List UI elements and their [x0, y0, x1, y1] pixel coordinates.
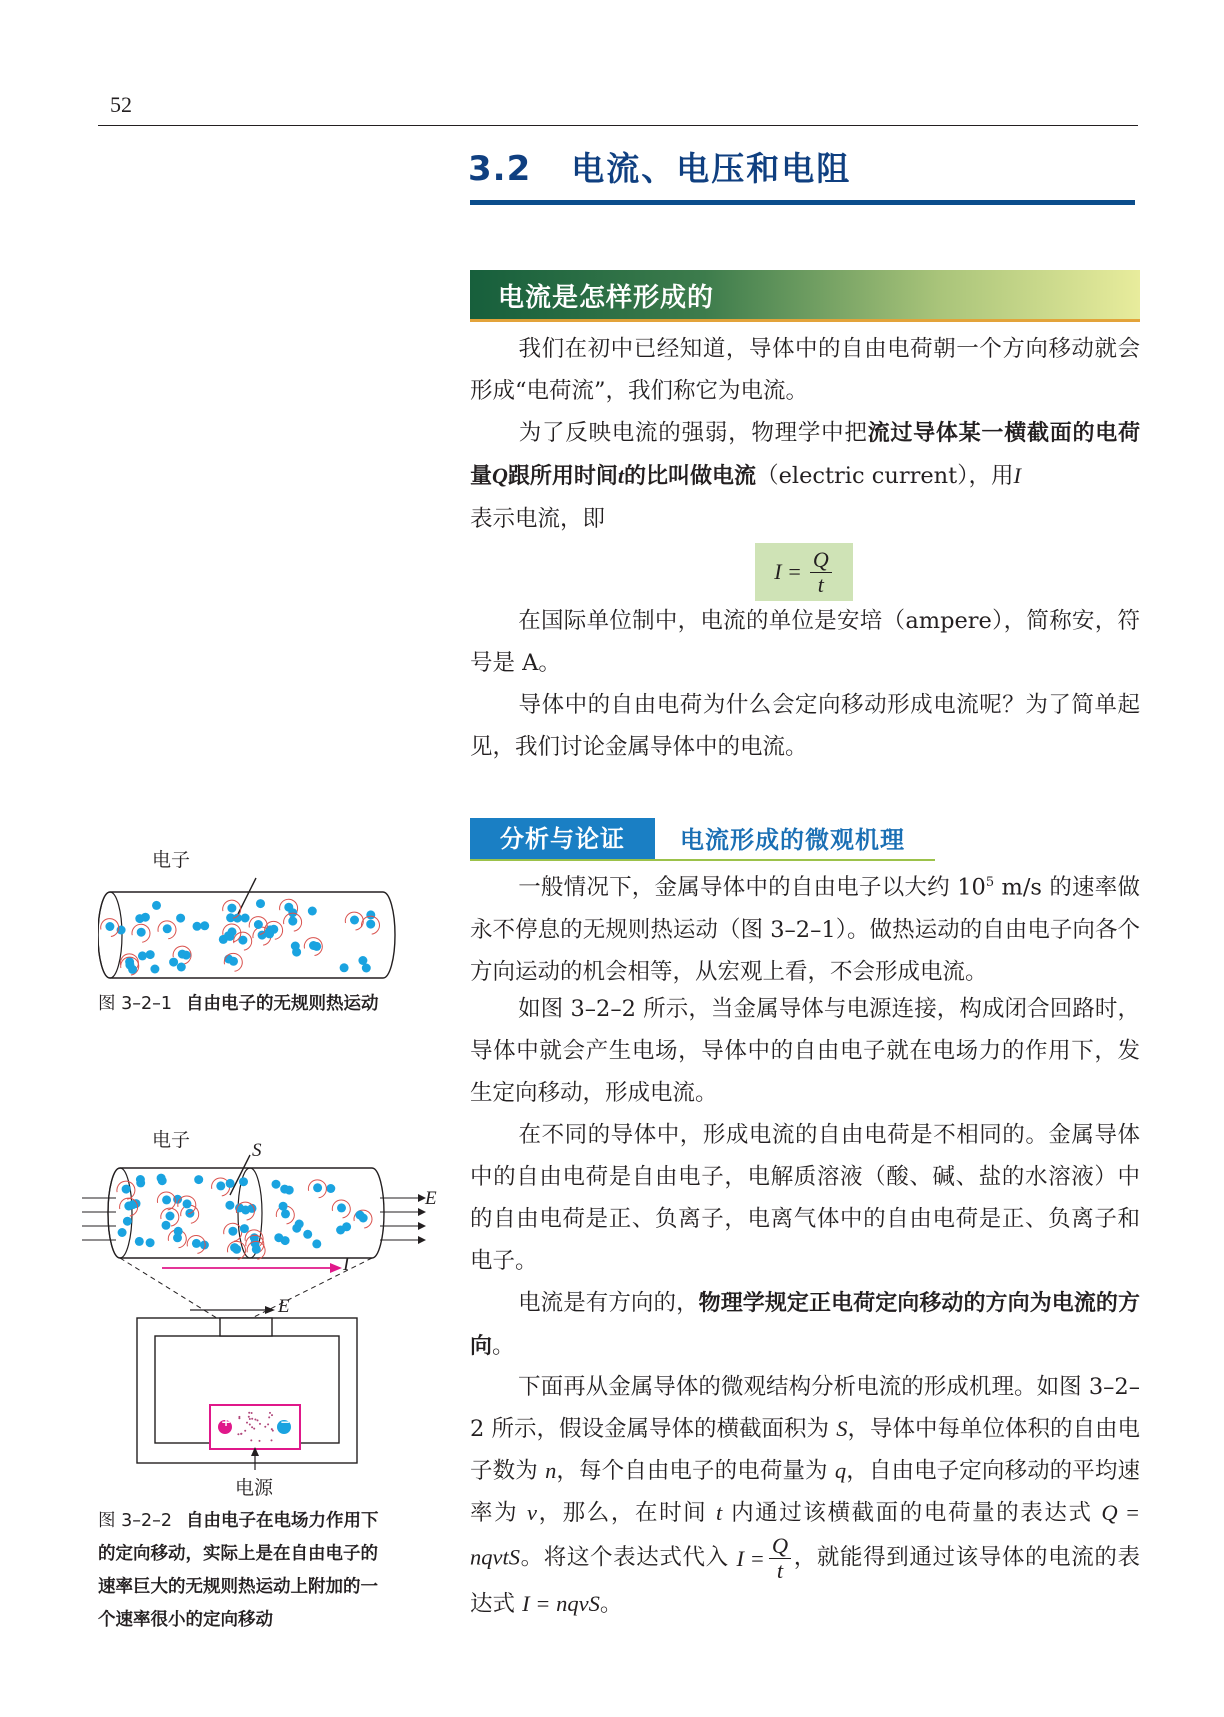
- paragraph-4: 导体中的自由电荷为什么会定向移动形成电流呢？为了简单起见，我们讨论金属导体中的电流。: [470, 692, 1140, 760]
- electron-dot: [228, 1227, 237, 1236]
- section-title: 电流、电压和电阻: [571, 149, 852, 188]
- charge-dot: [272, 1430, 274, 1432]
- electron-dot: [162, 1195, 171, 1204]
- paragraph-5: 一般情况下，金属导体中的自由电子以大约 $10^5$ m/s 的速率做永不停息的无规则热运动（图 3–2–1）。做热运动的自由电子向各个方向运动的机会相等，从宏观上看，不会形成电流。: [470, 874, 1140, 985]
- electron-dot: [308, 907, 317, 916]
- subsection-title: 电流是怎样形成的: [498, 283, 715, 313]
- electron-dot: [162, 1221, 171, 1230]
- charge-dot: [248, 1416, 250, 1418]
- charge-dot: [253, 1428, 255, 1430]
- electron-dot: [128, 965, 137, 974]
- electron-dot: [105, 922, 114, 931]
- page-number: 52: [110, 92, 132, 117]
- charge-dot: [264, 1426, 266, 1428]
- charge-dot: [248, 1412, 250, 1414]
- electron-dot: [288, 917, 297, 926]
- electron-dot: [178, 950, 187, 959]
- electron-dot: [309, 941, 318, 950]
- electron-dot: [152, 901, 161, 910]
- electron-dot: [177, 963, 186, 972]
- electron-dot: [340, 963, 349, 972]
- charge-dot: [250, 1439, 252, 1441]
- charge-dot: [251, 1426, 253, 1428]
- electron-dot: [136, 1178, 145, 1187]
- electron-dot: [313, 1183, 322, 1192]
- electron-dot: [166, 1212, 175, 1221]
- battery-minus-sign: −: [279, 1415, 291, 1429]
- electron-dot: [285, 1186, 294, 1195]
- electron-dot: [326, 1184, 335, 1193]
- activity-underline: [470, 859, 935, 861]
- subsection-banner: [470, 270, 1140, 320]
- electron-dot: [239, 1177, 248, 1186]
- electron-dot: [274, 1233, 283, 1242]
- electron-dot: [146, 1238, 155, 1247]
- electron-dot: [135, 1237, 144, 1246]
- electron-dot: [226, 1179, 235, 1188]
- electron-dot: [292, 948, 301, 957]
- battery-plus-sign: +: [220, 1415, 232, 1429]
- electron-dot: [194, 1175, 203, 1184]
- section-rule: [470, 200, 1135, 205]
- electron-dot: [256, 899, 265, 908]
- electron-dot: [118, 1228, 127, 1237]
- header-rule: [98, 125, 1138, 126]
- subsection-underline: [470, 319, 1140, 322]
- electron-dot: [350, 916, 359, 925]
- electron-dot: [336, 1226, 345, 1235]
- paragraph-3: 在国际单位制中，电流的单位是安培（ampere），简称安，符号是 A。: [470, 608, 1140, 676]
- fig2-field-label-2: E: [278, 1296, 290, 1317]
- electron-dot: [254, 920, 263, 929]
- electron-dot: [138, 951, 147, 960]
- current-formula: I = $\frac{Q}{t}$: [755, 543, 853, 601]
- fig1-caption: 图 3–2–1 自由电子的无规则热运动: [98, 994, 379, 1014]
- definition-text: 流过导体某一横截面的电荷量Q跟所用时间t的比叫做电流: [470, 421, 1140, 489]
- charge-dot: [249, 1418, 251, 1420]
- electron-dot: [295, 1220, 304, 1229]
- section-heading: [468, 143, 851, 199]
- charge-dot: [271, 1414, 273, 1416]
- electron-dot: [227, 904, 236, 913]
- electron-dot: [281, 1209, 290, 1218]
- electron-dot: [252, 1245, 261, 1254]
- electron-dot: [216, 1181, 225, 1190]
- electron-dot: [366, 910, 375, 919]
- charge-dot: [237, 1433, 239, 1435]
- activity-label: 分析与论证: [470, 818, 655, 860]
- fig2-field-label: E: [425, 1188, 437, 1209]
- electron-dot: [272, 1180, 281, 1189]
- charge-dot: [271, 1439, 273, 1441]
- electron-dot: [241, 914, 250, 923]
- electron-dot: [169, 958, 178, 967]
- electron-dot: [123, 1217, 132, 1226]
- section-number: 3.2: [468, 149, 532, 189]
- charge-dot: [268, 1416, 270, 1418]
- electron-dot: [176, 914, 185, 923]
- electron-dot: [150, 965, 159, 974]
- charge-dot: [244, 1430, 246, 1432]
- fig2-area-label: S: [252, 1140, 262, 1161]
- electron-dot: [163, 924, 172, 933]
- paragraph-7: 在不同的导体中，形成电流的自由电荷是不相同的。金属导体中的自由电荷是自由电子，电解质溶液（酸、碱、盐的水溶液）中的自由电荷是正、负离子，电离气体中的自由电荷是正、负离子和电子。: [470, 1122, 1140, 1274]
- charge-dot: [246, 1422, 248, 1424]
- charge-dot: [269, 1412, 271, 1414]
- electron-dot: [228, 927, 237, 936]
- electron-dot: [312, 1239, 321, 1248]
- electron-dot: [183, 1199, 192, 1208]
- electron-dot: [229, 957, 238, 966]
- electron-dot: [157, 1174, 166, 1183]
- paragraph-9: 下面再从金属导体的微观结构分析电流的形成机理。如图 3–2–2 所示，假设金属导体的横截面积为 S，导体中每单位体积的自由电子数为 n，每个自由电子的电荷量为 q，自由电子定向移动的平均速率为 v，那么，在时间 t 内通过该横截面的电荷量的表达式 Q = nqvtS。将这个表达式代入 I = $\frac{Q}{t}$ ，就能得到通过该导体的电流的表达式 I = nqvS。: [470, 1374, 1141, 1617]
- paragraph-1: 我们在初中已经知道，导体中的自由电荷朝一个方向移动就会形成“电荷流”，我们称它为电流。: [470, 336, 1140, 404]
- electron-dot: [279, 1202, 288, 1211]
- electron-dot: [241, 1206, 250, 1215]
- charge-dot: [259, 1440, 261, 1442]
- fig2-electron-label: 电子: [152, 1129, 191, 1151]
- charge-dot: [251, 1418, 253, 1420]
- electron-dot: [232, 1245, 241, 1254]
- electron-dot: [137, 928, 146, 937]
- fig1-electron-label: 电子: [152, 849, 191, 871]
- electron-dot: [174, 1227, 183, 1236]
- electron-dot: [337, 1203, 346, 1212]
- electron-dot: [193, 922, 202, 931]
- charge-dot: [249, 1424, 251, 1426]
- activity-title: 电流形成的微观机理: [680, 826, 905, 854]
- charge-dot: [254, 1419, 256, 1421]
- electron-dot: [192, 1239, 201, 1248]
- charge-dot: [238, 1417, 240, 1419]
- electron-dot: [366, 920, 375, 929]
- charge-dot: [251, 1412, 253, 1414]
- charge-dot: [259, 1423, 261, 1425]
- electron-dot: [122, 1185, 131, 1194]
- electron-dot: [146, 950, 155, 959]
- paragraph-6: 如图 3–2–2 所示，当金属导体与电源连接，构成闭合回路时，导体中就会产生电场，导体中的自由电子就在电场力的作用下，发生定向移动，形成电流。: [470, 996, 1140, 1106]
- electron-dot: [200, 921, 209, 930]
- fig2-current-label: I: [343, 1254, 350, 1275]
- electron-dot: [240, 1224, 249, 1233]
- charge-dot: [267, 1423, 269, 1425]
- electron-dot: [303, 1230, 312, 1239]
- electron-dot: [355, 1211, 364, 1220]
- electron-dot: [141, 913, 150, 922]
- electron-dot: [358, 956, 367, 965]
- electron-dot: [265, 929, 274, 938]
- charge-dot: [257, 1419, 259, 1421]
- fig1-conductor-diagram: [98, 870, 398, 980]
- paragraph-2: 为了反映电流的强弱，物理学中把流过导体某一横截面的电荷量Q跟所用时间t的比叫做电流（electric current），用I 表示电流，即: [470, 420, 1140, 532]
- electron-dot: [225, 1201, 234, 1210]
- fig2-caption: 图 3–2–2 自由电子在电场力作用下 的定向移动，实际上是在自由电子的 速率巨大的无规则热运动上附加的一 个速率很小的定向移动: [98, 1511, 379, 1630]
- fig2-circuit-diagram: [80, 1150, 440, 1480]
- fig2-source-label: 电源: [235, 1477, 274, 1499]
- charge-dot: [240, 1433, 242, 1435]
- paragraph-8: 电流是有方向的，物理学规定正电荷定向移动的方向为电流的方向。: [470, 1290, 1140, 1359]
- electron-dot: [124, 1202, 133, 1211]
